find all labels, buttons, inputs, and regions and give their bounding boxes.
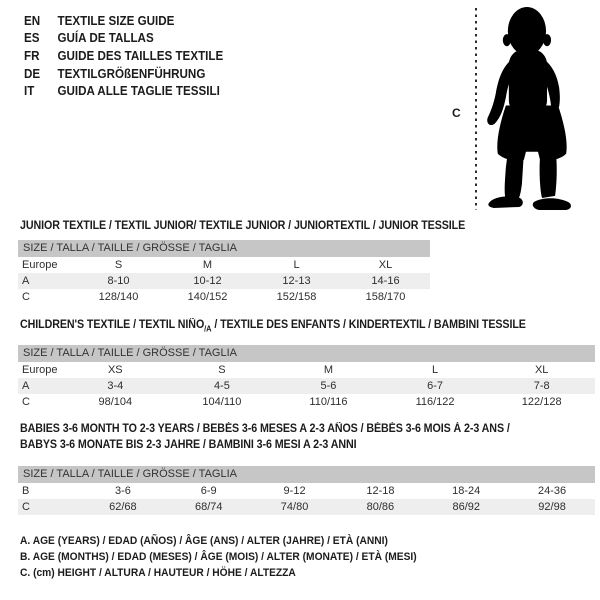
language-row — [24, 30, 223, 48]
language-label: GUÍA DE TALLAS — [57, 31, 154, 46]
table-cell: S — [218, 364, 226, 376]
table-cell: 24-36 — [538, 485, 567, 497]
language-code: DE — [24, 66, 41, 81]
table-row-a — [18, 378, 595, 394]
table-cell: 8-10 — [107, 275, 130, 287]
table-cell: C — [22, 291, 30, 303]
table-cell: 18-24 — [452, 485, 481, 497]
table-cell: 6-9 — [200, 485, 217, 497]
table-cell: B — [22, 485, 30, 497]
table-cell: 12-18 — [366, 485, 395, 497]
section-title-text: / TEXTILE DES ENFANTS / KINDERTEXTIL / BAMBINI TESSILE — [211, 319, 526, 331]
language-row — [24, 47, 223, 65]
height-measure-label: C — [452, 106, 461, 120]
table-cell: 62/68 — [109, 501, 137, 513]
table-cell: XL — [534, 364, 549, 376]
size-table-babies — [18, 483, 595, 515]
language-label: TEXTILGRÖßENFÜHRUNG — [57, 66, 206, 81]
table-cell: A — [22, 275, 30, 287]
footnote-line-a: A. AGE (YEARS) / EDAD (AÑOS) / ÂGE (ANS) / ALTER (JAHRE) / ETÀ (ANNI) — [20, 535, 388, 547]
table-cell: 74/80 — [280, 501, 309, 513]
language-label: GUIDA ALLE TAGLIE TESSILI — [57, 84, 220, 99]
table-cell: 6-7 — [427, 380, 444, 392]
language-row — [24, 65, 223, 83]
section-title-subscript: /A — [204, 324, 212, 334]
table-cell: A — [22, 380, 30, 392]
size-bar-junior: SIZE / TALLA / TAILLE / GRÖSSE / TAGLIA — [18, 240, 430, 257]
language-code: IT — [24, 84, 35, 99]
table-cell: M — [323, 364, 334, 376]
section-title-line2: BABYS 3-6 MONATE BIS 2-3 JAHRE / BAMBINI 3-6 MESI A 2-3 ANNI — [20, 438, 357, 451]
language-header — [24, 12, 223, 100]
section-title-children — [20, 319, 526, 333]
size-bar-children: SIZE / TALLA / TAILLE / GRÖSSE / TAGLIA — [18, 345, 595, 362]
table-cell: M — [202, 259, 213, 271]
table-cell: L — [293, 259, 300, 271]
baby-silhouette-icon — [483, 5, 595, 210]
table-cell: 5-6 — [320, 380, 337, 392]
table-cell: Europe — [22, 364, 58, 376]
language-code: FR — [24, 48, 40, 63]
table-cell: 86/92 — [452, 501, 480, 513]
table-cell: 158/170 — [365, 291, 406, 303]
table-cell: 3-6 — [114, 485, 131, 497]
language-code: ES — [24, 31, 40, 46]
section-title-junior: JUNIOR TEXTILE / TEXTIL JUNIOR/ TEXTILE JUNIOR / JUNIORTEXTIL / JUNIOR TESSILE — [20, 220, 466, 232]
language-code: EN — [24, 13, 41, 28]
table-row-c — [18, 499, 595, 515]
size-table-junior — [18, 257, 430, 305]
table-row-b — [18, 483, 595, 499]
table-row-columns — [18, 362, 595, 378]
section-title-babies — [20, 422, 510, 453]
language-label: GUIDE DES TAILLES TEXTILE — [57, 48, 224, 63]
footnote-line-c: C. (cm) HEIGHT / ALTURA / HAUTEUR / HÖHE / ALTEZZA — [20, 567, 296, 580]
language-row — [24, 82, 223, 100]
table-cell: S — [114, 259, 123, 271]
table-row-c — [18, 394, 595, 410]
table-cell: 152/158 — [276, 291, 317, 303]
table-cell: 68/74 — [194, 501, 223, 513]
table-cell: XL — [378, 259, 393, 271]
table-cell: C — [22, 396, 30, 408]
table-cell: XS — [107, 364, 123, 376]
table-cell: 4-5 — [213, 380, 230, 392]
table-cell: 12-13 — [282, 275, 311, 287]
table-cell: 128/140 — [98, 291, 139, 303]
table-cell: 110/116 — [309, 396, 348, 408]
size-table-children — [18, 362, 595, 410]
table-cell: 80/86 — [366, 501, 395, 513]
footnote-line-b: B. AGE (MONTHS) / EDAD (MESES) / ÂGE (MOIS) / ALTER (MONATE) / ETÀ (MESI) — [20, 551, 417, 564]
table-cell: 92/98 — [538, 501, 566, 513]
language-label: TEXTILE SIZE GUIDE — [57, 13, 175, 28]
table-cell: 10-12 — [193, 275, 222, 287]
section-title-text: CHILDREN'S TEXTILE / TEXTIL NIÑO — [20, 319, 205, 331]
table-cell: L — [432, 364, 439, 376]
table-cell: 116/122 — [415, 396, 455, 408]
table-cell: 14-16 — [371, 275, 400, 287]
table-cell: 7-8 — [533, 380, 550, 392]
table-cell: 122/128 — [521, 396, 562, 408]
table-cell: 98/104 — [98, 396, 133, 408]
height-dashed-line — [475, 8, 477, 210]
table-cell: Europe — [22, 259, 58, 271]
language-row — [24, 12, 223, 30]
footnote-legend — [20, 533, 417, 582]
size-bar-babies: SIZE / TALLA / TAILLE / GRÖSSE / TAGLIA — [18, 466, 595, 483]
table-row-columns — [18, 257, 430, 273]
table-cell: C — [22, 501, 30, 513]
table-cell: 104/110 — [202, 396, 242, 408]
table-row-c — [18, 289, 430, 305]
table-cell: 3-4 — [107, 380, 124, 392]
table-row-a — [18, 273, 430, 289]
section-title-line1: BABIES 3-6 MONTH TO 2-3 YEARS / BEBÉS 3-6 MESES A 2-3 AÑOS / BÉBÉS 3-6 MOIS À 2-3 ANS / — [20, 423, 510, 435]
table-cell: 9-12 — [283, 485, 306, 497]
table-cell: 140/152 — [187, 291, 228, 303]
